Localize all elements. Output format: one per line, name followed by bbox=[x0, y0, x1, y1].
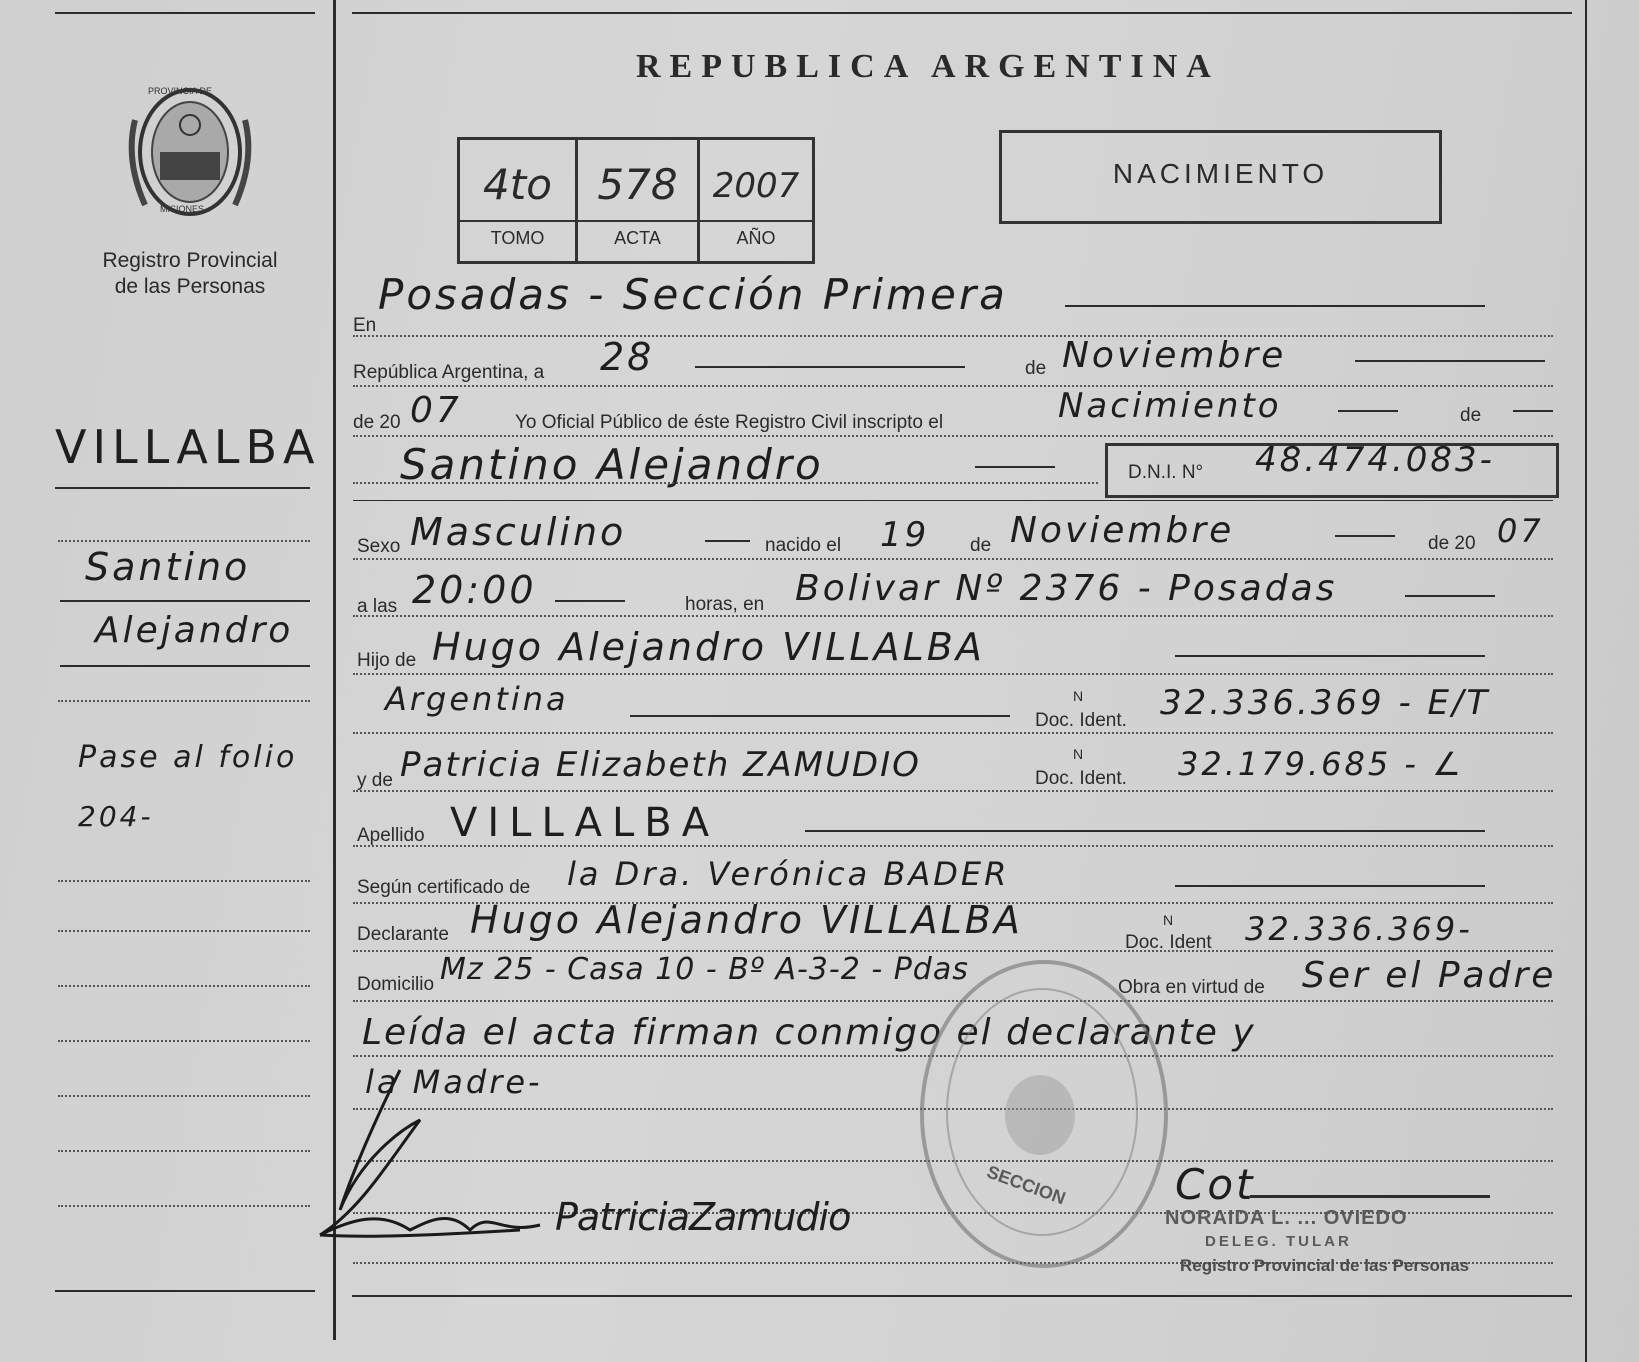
label-y-de: y de bbox=[357, 770, 393, 791]
fill-line-8 bbox=[1335, 535, 1395, 537]
label-obra: Obra en virtud de bbox=[1118, 977, 1265, 998]
field-doc-madre: 32.179.685 - ∠ bbox=[1178, 745, 1464, 783]
row-line-9 bbox=[353, 732, 1553, 734]
logo-text-bottom: MISIONES bbox=[160, 204, 205, 214]
margin-dots-7 bbox=[58, 1095, 310, 1097]
field-hora: 20:00 bbox=[412, 568, 537, 612]
field-mes: Noviembre bbox=[1062, 335, 1287, 376]
margin-bottom-line bbox=[55, 1290, 315, 1292]
field-certificado: la Dra. Verónica BADER bbox=[567, 855, 1010, 893]
label-segun: Según certificado de bbox=[357, 877, 531, 898]
label-hijo-de: Hijo de bbox=[357, 650, 417, 671]
row-line-2 bbox=[353, 385, 1553, 387]
margin-surname: VILLALBA bbox=[55, 420, 321, 474]
label-en: En bbox=[353, 315, 377, 336]
field-anio: 07 bbox=[410, 390, 462, 431]
field-inscripto: Nacimiento bbox=[1058, 386, 1282, 426]
official-stamp-emblem bbox=[1005, 1075, 1075, 1155]
margin-note-2: 204- bbox=[78, 800, 154, 833]
tomo-label: TOMO bbox=[490, 228, 545, 248]
label-de-20: de 20 bbox=[1428, 533, 1476, 554]
official-initials: Cot bbox=[1175, 1160, 1256, 1209]
label-a-las: a las bbox=[357, 596, 398, 617]
field-texto-1: Leída el acta firman conmigo el declarante y bbox=[362, 1012, 1256, 1053]
field-lugar: Posadas - Sección Primera bbox=[378, 270, 1008, 319]
fill-line-3 bbox=[1355, 360, 1545, 362]
margin-dots-3 bbox=[58, 880, 310, 882]
field-domicilio: Mz 25 - Casa 10 - Bº A-3-2 - Pdas bbox=[440, 952, 969, 987]
registry-name bbox=[70, 248, 310, 300]
official-role: DELEG. TULAR bbox=[1205, 1233, 1352, 1250]
fill-line-13 bbox=[805, 830, 1485, 832]
label-domicilio: Domicilio bbox=[357, 974, 435, 995]
margin-given-1: Santino bbox=[85, 545, 251, 589]
official-name: NORAIDA L. ... OVIEDO bbox=[1165, 1207, 1408, 1229]
fill-line-9 bbox=[555, 600, 625, 602]
field-lugar-nac: Bolivar Nº 2376 - Posadas bbox=[795, 568, 1338, 609]
row-line-8 bbox=[353, 673, 1553, 675]
label-doc-ident-madre: Doc. Ident. bbox=[1035, 768, 1127, 789]
margin-dots-6 bbox=[58, 1040, 310, 1042]
fill-line-5 bbox=[1513, 410, 1553, 412]
label-yo-oficial: Yo Oficial Público de éste Registro Civil inscripto el bbox=[515, 412, 944, 433]
fill-line-7 bbox=[705, 540, 750, 542]
row-line-10 bbox=[353, 790, 1553, 792]
field-apellido: VILLALBA bbox=[450, 800, 720, 846]
field-doc-declarante: 32.336.369- bbox=[1245, 910, 1473, 948]
official-registry: Registro Provincial de las Personas bbox=[1180, 1256, 1470, 1275]
field-texto-2: la Madre- bbox=[365, 1063, 543, 1101]
label-de-inscripto: de bbox=[1460, 405, 1482, 426]
label-republica: República Argentina, a bbox=[353, 362, 545, 383]
n-sup-padre: N bbox=[1073, 688, 1084, 704]
field-nacionalidad: Argentina bbox=[385, 680, 569, 718]
row-line-6 bbox=[353, 558, 1553, 560]
label-de-nacido: de bbox=[970, 535, 992, 556]
fill-line-10 bbox=[1405, 595, 1495, 597]
top-border-left bbox=[55, 12, 315, 14]
registry-line-2: de las Personas bbox=[114, 275, 266, 298]
row-line-7 bbox=[353, 615, 1553, 617]
margin-dots-8 bbox=[58, 1150, 310, 1152]
n-sup-declarante: N bbox=[1163, 912, 1174, 928]
label-apellido: Apellido bbox=[357, 825, 425, 846]
tomo-value: 4to bbox=[483, 160, 552, 209]
anio-value: 2007 bbox=[712, 166, 800, 206]
bottom-border bbox=[352, 1295, 1572, 1297]
registry-line-1: Registro Provincial bbox=[102, 249, 278, 272]
field-nacido-dia: 19 bbox=[880, 515, 930, 555]
margin-dots-4 bbox=[58, 930, 310, 932]
row-line-11 bbox=[353, 845, 1553, 847]
margin-dots-9 bbox=[58, 1205, 310, 1207]
fill-line-11 bbox=[1175, 655, 1485, 657]
anio-label: AÑO bbox=[736, 228, 776, 248]
field-doc-padre: 32.336.369 - E/T bbox=[1160, 683, 1491, 723]
row-line-4 bbox=[353, 482, 1098, 484]
acta-value: 578 bbox=[597, 160, 678, 209]
label-horas-en: horas, en bbox=[685, 594, 765, 615]
margin-note-1: Pase al folio bbox=[78, 740, 298, 775]
declarant-signature bbox=[280, 1060, 560, 1250]
fill-line-12 bbox=[630, 715, 1010, 717]
fill-line-1 bbox=[1065, 305, 1485, 307]
top-border-right bbox=[352, 12, 1572, 14]
row-line-1 bbox=[353, 335, 1553, 337]
margin-line-1 bbox=[55, 487, 310, 489]
field-obra: Ser el Padre bbox=[1302, 955, 1557, 996]
label-sexo: Sexo bbox=[357, 536, 401, 557]
label-de20: de 20 bbox=[353, 412, 401, 433]
fill-line-14 bbox=[1175, 885, 1485, 887]
acta-number-table bbox=[457, 137, 815, 264]
field-nacido-mes: Noviembre bbox=[1010, 510, 1235, 551]
row-line-5 bbox=[353, 500, 1553, 501]
acta-label: ACTA bbox=[614, 228, 661, 248]
label-de-mes: de bbox=[1025, 358, 1047, 379]
right-border bbox=[1585, 0, 1587, 1362]
margin-dots-2 bbox=[58, 700, 310, 702]
row-line-14 bbox=[353, 1000, 1553, 1002]
page-title: REPUBLICA ARGENTINA bbox=[636, 48, 1220, 85]
field-sexo: Masculino bbox=[410, 510, 627, 554]
act-type-box bbox=[999, 130, 1442, 224]
label-dni: D.N.I. N° bbox=[1128, 462, 1204, 483]
stamp-text: SECCION bbox=[984, 1161, 1069, 1209]
fill-line-2 bbox=[695, 366, 965, 368]
label-doc-ident-declarante: Doc. Ident bbox=[1125, 932, 1212, 953]
logo-text-top: PROVINCIA DE bbox=[148, 86, 213, 96]
n-sup-madre: N bbox=[1073, 746, 1084, 762]
official-signature-stroke bbox=[1250, 1195, 1490, 1198]
label-doc-ident-padre: Doc. Ident. bbox=[1035, 710, 1127, 731]
margin-given-2: Alejandro bbox=[95, 610, 294, 651]
margin-line-3 bbox=[60, 665, 310, 667]
margin-dots-5 bbox=[58, 985, 310, 987]
fill-line-6 bbox=[975, 466, 1055, 468]
field-dni: 48.474.083- bbox=[1255, 440, 1495, 480]
act-type-label: NACIMIENTO bbox=[1112, 158, 1329, 189]
field-madre: Patricia Elizabeth ZAMUDIO bbox=[400, 745, 921, 785]
margin-line-2 bbox=[60, 600, 310, 602]
table-header-separator bbox=[460, 220, 812, 222]
mother-signature: PatriciaZamudio bbox=[555, 1195, 851, 1239]
fill-line-4 bbox=[1338, 410, 1398, 412]
field-padre: Hugo Alejandro VILLALBA bbox=[432, 625, 985, 669]
label-nacido: nacido el bbox=[765, 535, 842, 556]
margin-dots-1 bbox=[58, 540, 310, 542]
field-nacido-anio: 07 bbox=[1497, 512, 1544, 550]
label-declarante: Declarante bbox=[357, 924, 449, 945]
field-dia: 28 bbox=[600, 335, 655, 379]
field-nombre: Santino Alejandro bbox=[400, 440, 824, 489]
field-declarante: Hugo Alejandro VILLALBA bbox=[470, 898, 1023, 942]
row-line-3 bbox=[353, 435, 1553, 437]
